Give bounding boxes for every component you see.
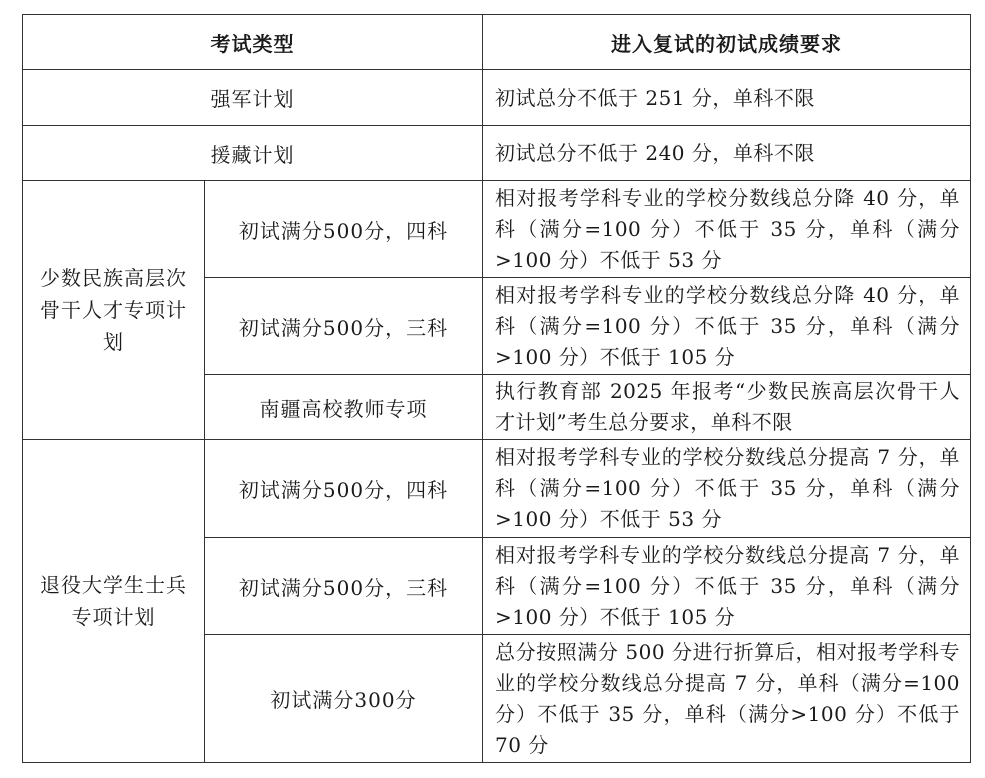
sub-type-cell: 初试满分300分 xyxy=(205,635,483,763)
table-row xyxy=(23,70,971,126)
table-header-row xyxy=(23,15,971,70)
sub-type-cell: 初试满分500分，三科 xyxy=(205,538,483,635)
header-score-requirement: 进入复试的初试成绩要求 xyxy=(483,15,971,70)
table-row xyxy=(23,126,971,181)
requirement-cell: 相对报考学科专业的学校分数线总分降 40 分，单科（满分=100 分）不低于 35 分，单科（满分>100 分）不低于 105 分 xyxy=(483,278,971,375)
sub-type-cell: 南疆高校教师专项 xyxy=(205,375,483,440)
requirement-cell: 初试总分不低于 240 分，单科不限 xyxy=(483,126,971,181)
score-requirements-table xyxy=(22,14,971,763)
requirement-cell: 相对报考学科专业的学校分数线总分提高 7 分，单科（满分=100 分）不低于 35 分，单科（满分>100 分）不低于 105 分 xyxy=(483,538,971,635)
sub-type-cell: 初试满分500分，三科 xyxy=(205,278,483,375)
requirement-cell: 执行教育部 2025 年报考“少数民族高层次骨干人才计划”考生总分要求，单科不限 xyxy=(483,375,971,440)
group-cell-veterans: 退役大学生士兵专项计划 xyxy=(23,440,205,763)
exam-type-cell: 援藏计划 xyxy=(23,126,483,181)
table-row xyxy=(23,440,971,538)
group-cell-minority: 少数民族高层次骨干人才专项计划 xyxy=(23,181,205,440)
table-row xyxy=(23,181,971,278)
header-exam-type: 考试类型 xyxy=(23,15,483,70)
requirement-cell: 初试总分不低于 251 分，单科不限 xyxy=(483,70,971,126)
exam-type-cell: 强军计划 xyxy=(23,70,483,126)
requirement-cell: 总分按照满分 500 分进行折算后，相对报考学科专业的学校分数线总分提高 7 分，单科（满分=100 分）不低于 35 分，单科（满分>100 分）不低于 70 分 xyxy=(483,635,971,763)
requirement-cell: 相对报考学科专业的学校分数线总分提高 7 分，单科（满分=100 分）不低于 35 分，单科（满分>100 分）不低于 53 分 xyxy=(483,440,971,538)
requirement-cell: 相对报考学科专业的学校分数线总分降 40 分，单科（满分=100 分）不低于 35 分，单科（满分>100 分）不低于 53 分 xyxy=(483,181,971,278)
sub-type-cell: 初试满分500分，四科 xyxy=(205,181,483,278)
sub-type-cell: 初试满分500分，四科 xyxy=(205,440,483,538)
